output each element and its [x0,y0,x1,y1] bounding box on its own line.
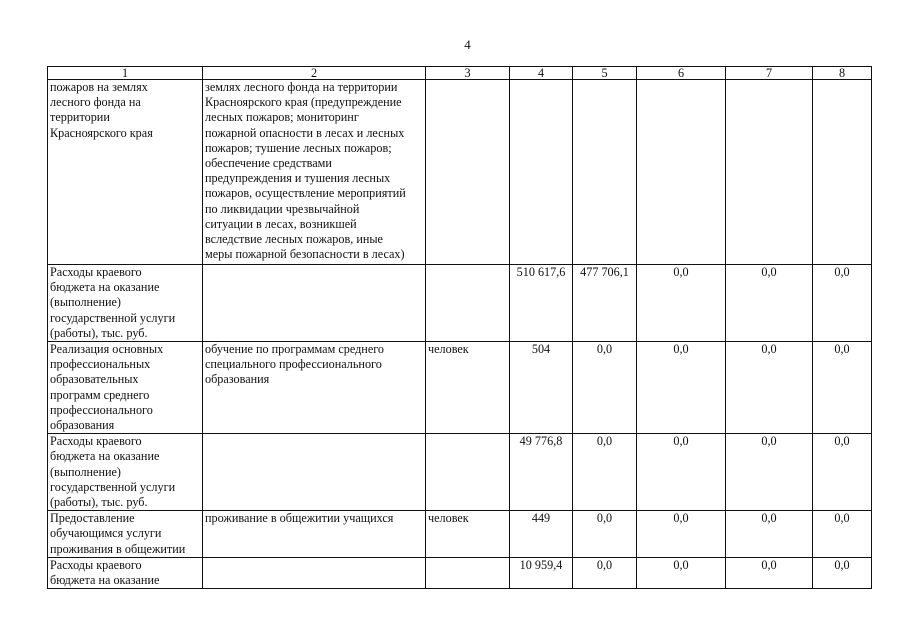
value-cell [510,80,573,265]
value-cell: 0,0 [726,511,813,558]
content-cell: землях лесного фонда на территории Красноярского края (предупреждение лесных пожаров; мониторинг пожарной опасности в лесах и лесных пожаров; тушение лесных пожаров; обеспечение средствами предупреждения и тушения лесных пожаров, осуществление мероприятий по ликвидации чрезвычайной ситуации в лесах, возникшей вследствие лесных пожаров, иные меры пожарной безопасности в лесах) [203,80,426,265]
value-cell: 0,0 [637,557,726,588]
value-cell: 0,0 [726,342,813,434]
value-cell [573,80,637,265]
value-cell: 0,0 [726,265,813,342]
value-cell: 449 [510,511,573,558]
value-cell: 0,0 [637,434,726,511]
header-cell: 5 [573,67,637,80]
table-row [48,80,872,265]
value-cell: 504 [510,342,573,434]
table-row [48,265,872,342]
data-table [47,66,872,589]
service-name-cell: Расходы краевого бюджета на оказание (выполнение) государственной услуги (работы), тыс. руб. [48,434,203,511]
page-number: 4 [464,37,471,52]
value-cell: 0,0 [813,265,872,342]
value-cell: 0,0 [637,342,726,434]
content-cell: проживание в общежитии учащихся [203,511,426,558]
header-cell: 8 [813,67,872,80]
value-cell: 0,0 [637,511,726,558]
unit-cell: человек [426,342,510,434]
value-cell: 0,0 [813,342,872,434]
header-cell: 2 [203,67,426,80]
content-cell: обучение по программам среднего специального профессионального образования [203,342,426,434]
value-cell: 0,0 [573,511,637,558]
table-row [48,511,872,558]
value-cell: 477 706,1 [573,265,637,342]
value-cell [726,80,813,265]
value-cell: 0,0 [637,265,726,342]
value-cell: 0,0 [726,557,813,588]
unit-cell [426,265,510,342]
service-name-cell: Предоставление обучающимся услуги проживания в общежитии [48,511,203,558]
service-name-cell: Расходы краевого бюджета на оказание [48,557,203,588]
header-cell: 7 [726,67,813,80]
value-cell [813,80,872,265]
value-cell: 0,0 [573,557,637,588]
header-cell: 3 [426,67,510,80]
header-cell: 6 [637,67,726,80]
service-name-cell: пожаров на землях лесного фонда на территории Красноярского края [48,80,203,265]
value-cell: 510 617,6 [510,265,573,342]
value-cell: 0,0 [573,434,637,511]
value-cell: 0,0 [573,342,637,434]
header-cell: 1 [48,67,203,80]
table-header-row [48,67,872,80]
value-cell [637,80,726,265]
value-cell: 0,0 [813,511,872,558]
table-row [48,342,872,434]
value-cell: 0,0 [726,434,813,511]
table-row [48,557,872,588]
header-cell: 4 [510,67,573,80]
value-cell: 10 959,4 [510,557,573,588]
unit-cell [426,80,510,265]
table-row [48,434,872,511]
service-name-cell: Реализация основных профессиональных образовательных программ среднего профессионального образования [48,342,203,434]
service-name-cell: Расходы краевого бюджета на оказание (выполнение) государственной услуги (работы), тыс. руб. [48,265,203,342]
value-cell: 49 776,8 [510,434,573,511]
unit-cell [426,557,510,588]
content-cell [203,265,426,342]
unit-cell: человек [426,511,510,558]
value-cell: 0,0 [813,434,872,511]
unit-cell [426,434,510,511]
content-cell [203,557,426,588]
value-cell: 0,0 [813,557,872,588]
content-cell [203,434,426,511]
